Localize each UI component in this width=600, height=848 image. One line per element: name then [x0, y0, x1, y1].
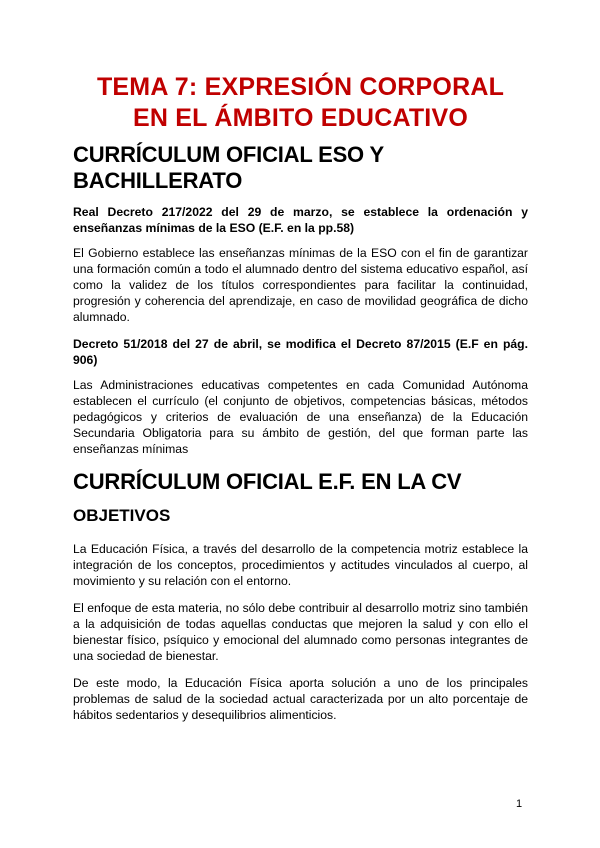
page-number: 1 — [516, 798, 523, 810]
paragraph-curriculum-admin: Las Administraciones educativas competentes en cada Comunidad Autónoma establecen el currículo (el conjunto de objetivos, competencias básicas, métodos pedagógicos y criterios de evaluación de una enseñanza) de la Educación Secundaria Obligatoria para su ámbito de gestión, del que forman parte las enseñanzas mínimas — [73, 378, 528, 456]
paragraph-ef-health: De este modo, la Educación Física aporta solución a uno de los principales problemas de salud de la sociedad actual caracterizada por un alto porcentaje de hábitos sedentarios y desequilibrios alimenticios. — [73, 676, 528, 722]
title-line-1: TEMA 7: EXPRESIÓN CORPORAL — [96, 73, 505, 101]
page-title — [73, 72, 528, 134]
paragraph-eso-minimums: El Gobierno establece las enseñanzas mínimas de la ESO con el fin de garantizar una formación común a todo el alumnado dentro del sistema educativo español, así como la validez de los títulos correspondientes para facilitar la continuidad, progresión y coherencia del aprendizaje, en caso de movilidad geográfica de dicho alumnado. — [73, 246, 528, 324]
section-heading-ef-cv: CURRÍCULUM OFICIAL E.F. EN LA CV — [73, 469, 462, 494]
title-line-2: EN EL ÁMBITO EDUCATIVO — [133, 104, 468, 132]
paragraph-ef-approach: El enfoque de esta materia, no sólo debe contribuir al desarrollo motriz sino también a la adquisición de todas aquellas conductas que mejoren la salud y con ello el bienestar físico, psíquico y emocional del alumnado como personas integrantes de una sociedad de bienestar. — [73, 601, 528, 663]
paragraph-ef-competence: La Educación Física, a través del desarrollo de la competencia motriz establece la integración de los conceptos, procedimientos y actitudes vinculados al cuerpo, al movimiento y su relación con el entorno. — [73, 542, 528, 588]
section-heading-eso: CURRÍCULUM OFICIAL ESO Y BACHILLERATO — [73, 142, 384, 193]
law-reference-decreto-51: Decreto 51/2018 del 27 de abril, se modifica el Decreto 87/2015 (E.F en pág. 906) — [73, 337, 528, 367]
subheading-objetivos: OBJETIVOS — [73, 506, 171, 525]
law-reference-real-decreto: Real Decreto 217/2022 del 29 de marzo, se establece la ordenación y enseñanzas mínimas de la ESO (E.F. en la pp.58) — [73, 205, 528, 235]
